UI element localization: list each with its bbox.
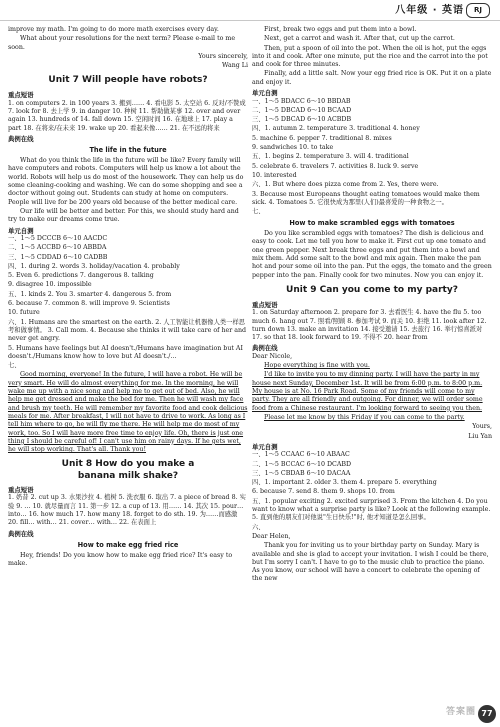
recipe-step: Finally, add a little salt. Now your egg fried rice is OK. Put it on a plate and enjoy it. <box>252 70 492 86</box>
watermark: 答案圈 <box>445 707 476 718</box>
unit8-essay-title: How to make egg fried rice <box>77 541 179 549</box>
unit7-title: Unit 7 Will people have robots? <box>48 75 208 86</box>
publisher-logo: RJ <box>466 3 490 18</box>
unit8-test-line: 五、1. begins 2. temperature 3. will 4. traditional <box>252 153 409 161</box>
unit7-test-line: 6. because 7. common 8. will improve 9. Scientists <box>8 300 170 308</box>
unit7-essay-p2: Our life will be better and better. For this, we should study hard and try to make our dreams come true. <box>8 207 239 224</box>
unit7-test-line: 七、 <box>8 362 21 370</box>
page-number: 77 <box>478 705 496 723</box>
unit9-test-line: 二、1～5 BCCAC 6～10 DCABD <box>252 460 352 468</box>
unit7-robot-essay: Good morning, everyone! In the future, I will have a robot. He will be very smart. He will do almost everything for me. In the morning, he will wake me up with a nice song and help me to get out of bed. Also, he will help me get dressed and make the bed for me. Then he will wash my face and brush my teeth. He will remember my favorite food and cook delicious meals for me. After breakfast, I will not have to drive to work. As long as I tell him where to go, he will fly me there. He will help me do most of my work, too. So I will have more free time to enjoy life. Oh, there is just one thing I should be careful of! I can't use him on rainy days. If he gets wet, he will stop working. That's all. Thank you! <box>8 371 248 454</box>
scrambled-eggs-essay: Do you like scrambled eggs with tomatoes? The dish is delicious and easy to cook. Let me tell you how to make it. First cut up one tomato and one green pepper. Next break three eggs and put them into a bowl and mix them. Add some salt to the bowl and mix again. Then make the pan hot and pour some oil into the pan. Put the eggs, the tomato and the green pepper into the pan. Finally cook for two minutes. Now you can enjoy it. <box>252 230 492 279</box>
letter-body: I'd like to invite you to my dinning party. I will have the party in my house next Sunday, December 1st. It will be from 6:00 p.m. to 8:00 p.m. My house is at No. 16 Park Road. Some of my friends will come to my party. They are all friendly and outgoing. For dinner, we will order some food from a Chinese restaurant. I'm looking forward to seeing you then. <box>252 371 483 412</box>
unit9-test-line: 六、 <box>252 523 265 531</box>
reply-body: Thank you for inviting us to your birthday party on Sunday. Mary is available and she is glad to accept your invitation. I wish I could be there, but I'm sorry I can't. I have to go to the music club to practice the piano. As you know, our school will have a concert to celebrate the opening of the new <box>252 542 489 583</box>
unit7-test-line: 5. Even 6. predictions 7. dangerous 8. talking <box>8 272 154 280</box>
recipe-step: Then, put a spoon of oil into the pot. When the oil is hot, put the eggs into it and cook. After one minute, put the rice and the carrot into the pot and cook for three minutes. <box>252 44 488 69</box>
unit7-essay-p1: What do you think the life in the future will be like? Every family will have computers and robots. Computers will help us know a lot about the world. Robots will help us do most of the housework. They can help us do some cleaning-cooking and washing. We can do some shopping and see a doctor without going out. Students can study at home on computers. People will live for be 200 years old because of the better medical care. <box>8 157 244 206</box>
unit9-test-line: 6. because 7. send 8. them 9. shops 10. from <box>252 488 395 496</box>
section-label-phrases: 重点短语 <box>8 485 34 494</box>
unit8-test-line: 三、1～5 DBCAD 6～10 ACBDB <box>252 116 352 124</box>
left-column <box>8 26 248 717</box>
section-label-test: 单元自测 <box>8 226 34 235</box>
page-header <box>0 0 500 21</box>
unit9-test-line: 四、1. important 2. older 3. them 4. prepare 5. everything <box>252 479 437 487</box>
unit7-test-line: 六、1. Humans are the smartest on the earth. 2. 人工智能让机器像人类一样思考和做事情。 3. Call mom. 4. Because she thinks it will take care of her and never get angry. <box>8 318 247 343</box>
unit9-phrases: 1. on Saturday afternoon 2. prepare for 3. 去看医生 4. have the flu 5. too much 6. hang out 7. 照看/照顾 8. 参加考试 9. 而关 10. 拒绝 11. look after 12. turn down 13. make an invitation 14. 接受邀请 15. 去旅行 16. 举行惊喜派对 17. so that 18. look forward to 19. 不得不 20. hear from <box>252 309 487 342</box>
section-label-example: 典例在线 <box>8 529 34 538</box>
unit8-test-line: 10. interested <box>252 171 297 179</box>
section-label-test: 单元自测 <box>252 89 278 98</box>
intro-paragraph: improve my math. I'm going to do more math exercises every day. <box>8 26 219 33</box>
section-label-phrases: 重点短语 <box>252 300 278 309</box>
unit9-test-line: 三、1～5 CBDAB 6～10 DACAA <box>252 469 351 477</box>
scrambled-eggs-title: How to make scrambled eggs with tomatoes <box>289 219 455 228</box>
unit8-test-line: 一、1～5 BDACC 6～10 BBDAB <box>252 97 351 105</box>
unit8-title-line2: banana milk shake? <box>77 470 179 481</box>
unit8-test-line: 3. Because most Europeans thought eating tomatoes would make them sick. 4. Tomatoes 5. 它很快成为那里(人们)最喜爱的一种食物之一。 <box>252 190 480 206</box>
unit8-test-line: 9. sandwiches 10. to take <box>252 144 334 152</box>
letter-line: Hope everything is fine with you. <box>264 362 370 370</box>
signoff-name: Wang Li <box>222 62 248 70</box>
unit8-title-line1: Unit 8 How do you make a <box>61 459 195 470</box>
section-label-test: 单元自测 <box>252 442 278 451</box>
section-label-phrases: 重点短语 <box>8 91 34 100</box>
unit8-title <box>8 459 248 482</box>
unit8-test-line: 七、 <box>252 208 265 216</box>
unit9-title: Unit 9 Can you come to my party? <box>286 284 458 295</box>
section-label-example: 典例在线 <box>252 344 278 353</box>
unit7-test-line: 9. disagree 10. impossible <box>8 281 92 289</box>
letter-signoff-name: Liu Yan <box>468 432 492 440</box>
unit8-essay-p1: Hey, friends! Do you know how to make egg fried rice? It's easy to make. <box>8 551 233 567</box>
unit8-phrases: 1. 奶昔 2. cut up 3. 水果沙拉 4. 植树 5. 洗衣服 6. 取出 7. a piece of bread 8. 实验 9. … 10. 就尽量而言 11. 第一步 12. a cup of 13. 用…… 14. 其次 15. pour… into… 16. how much 17. how many 18. forget to do sth. 19. 为……而感激 20. fill… with… 21. cover… with… 22. 在表面上 <box>8 494 246 527</box>
letter-body: Please let me know by this Friday if you can come to the party. <box>264 413 465 421</box>
unit8-test-line: 六、1. But where does pizza come from 2. Yes, there were. <box>252 181 439 189</box>
unit9-test-line: 一、1～5 CCAAC 6～10 ABAAC <box>252 451 350 459</box>
unit9-test-line: 五、1. popular exciting 2. excited surprised 3. From the kitchen 4. Do you want to know what a surprise party is like? Look at the following example. 5. 直到他的朋友们对他说"生日快乐!"时, 他才知道是怎么回事。 <box>252 497 491 522</box>
letter-signoff: Yours, <box>472 423 492 431</box>
unit8-test-line: 二、1～5 DBCAD 6～10 BCAAD <box>252 106 352 114</box>
unit7-test-line: 5. Humans have feelings but AI doesn't./Humans have imagination but AI doesn't./Humans know how to love but AI doesn't./… <box>8 344 243 360</box>
unit7-test-line: 一、1～5 DCCCB 6～10 AACDC <box>8 234 108 242</box>
unit7-test-line: 三、1～5 CDDAD 6～10 CADBB <box>8 253 108 261</box>
section-label-example: 典例在线 <box>8 135 34 143</box>
right-column <box>252 26 492 717</box>
header-title: 八年级 · 英语 <box>395 5 464 16</box>
signoff-line: Yours sincerely, <box>198 52 248 60</box>
unit7-test-line: 10. future <box>8 309 40 317</box>
reply-greeting: Dear Helen, <box>252 532 291 540</box>
unit7-essay-title: The life in the future <box>89 146 167 155</box>
unit7-test-line: 五、1. kinds 2. You 3. smarter 4. dangerous 5. from <box>8 290 172 298</box>
intro-paragraph: What about your resolutions for the next term? Please e-mail to me soon. <box>8 35 236 51</box>
recipe-step: Next, get a carrot and wash it. After that, cut up the carrot. <box>264 35 455 43</box>
unit7-test-line: 四、1. during 2. words 3. holiday/vacation 4. probably <box>8 262 180 270</box>
unit8-test-line: 5. celebrate 6. travelers 7. activities 8. luck 9. serve <box>252 162 419 170</box>
letter-greeting: Dear Nicole, <box>252 352 293 360</box>
unit7-test-line: 二、1～5 ACCBD 6～10 ABBDA <box>8 244 107 252</box>
unit8-test-line: 四、1. autumn 2. temperature 3. traditional 4. honey <box>252 125 420 133</box>
unit8-test-line: 5. machine 6. pepper 7. traditional 8. mixes <box>252 134 392 142</box>
unit7-phrases: 1. on computers 2. in 100 years 3. 搬到…… 4. 看电影 5. 太空站 6. 反对/不赞成 7. look for 8. 去上学 9. in danger 10. 种树 11. 帮助做某事 12. over and over again 13. hundreds of 14. fall down 15. 空闲时间 16. 在地球上 17. play a part 18. 在将来/在未来 19. wake up 20. 看起来像…… 21. 在不远的将来 <box>8 99 246 132</box>
recipe-step: First, break two eggs and put them into a bowl. <box>264 26 417 33</box>
